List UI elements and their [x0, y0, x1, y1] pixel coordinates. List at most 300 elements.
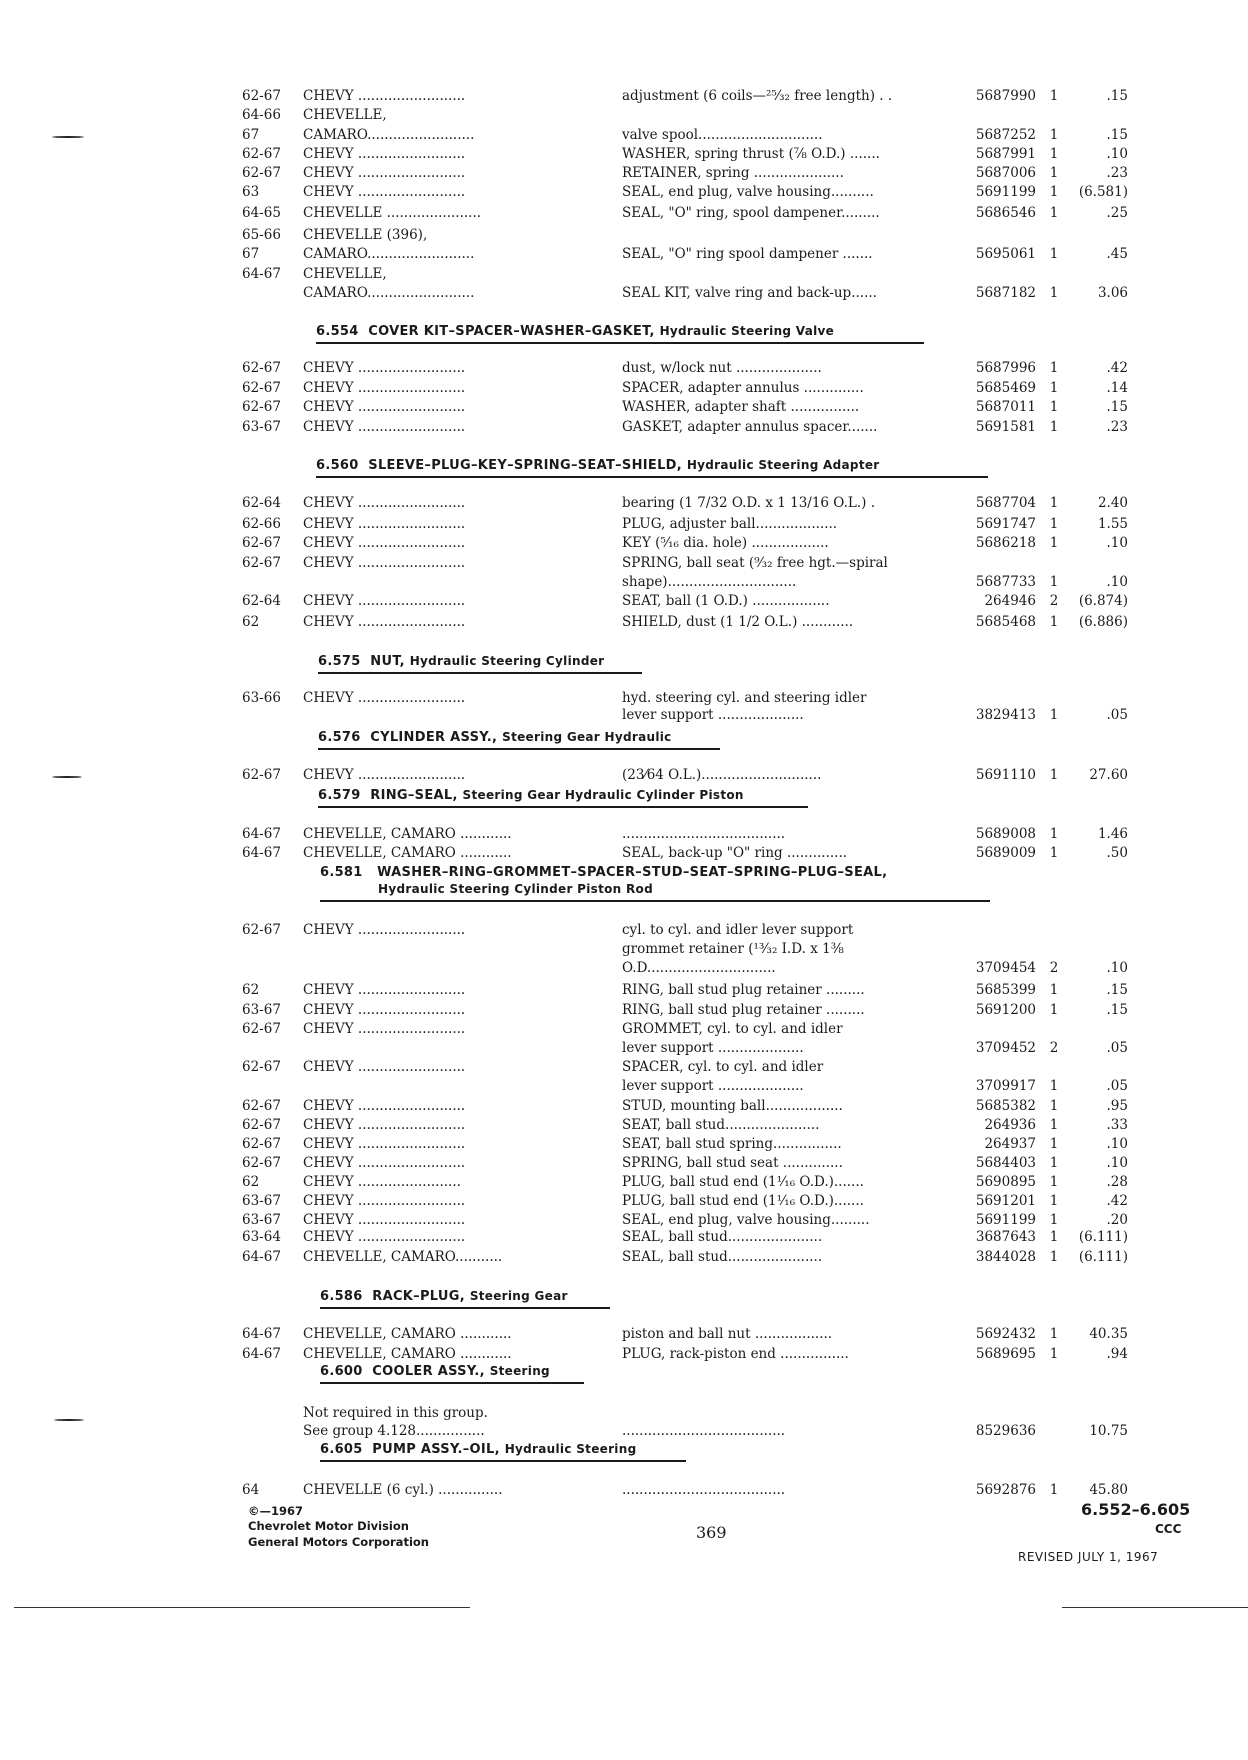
year-range: 62-67 — [242, 535, 281, 551]
bottom-rule-right — [1062, 1607, 1248, 1608]
year-range: 62-67 — [242, 1059, 281, 1075]
vehicle-model: CAMARO......................... — [303, 246, 475, 262]
price: 1.46 — [1097, 826, 1128, 842]
quantity: 2 — [1049, 960, 1059, 976]
part-number: 5689008 — [975, 826, 1036, 842]
section-subtitle: Hydraulic Steering Adapter — [686, 458, 880, 472]
page-number: 369 — [696, 1523, 727, 1542]
part-description: SEAL, "O" ring, spool dampener......... — [622, 205, 880, 221]
vehicle-model: CHEVY ......................... — [303, 165, 466, 181]
price: (6.886) — [1078, 614, 1128, 630]
year-range: 64-67 — [242, 1346, 281, 1362]
part-description: SEAL KIT, valve ring and back-up...... — [622, 285, 877, 301]
part-description: dust, w/lock nut .................... — [622, 360, 822, 376]
section-heading — [316, 458, 880, 473]
vehicle-model: CHEVY ......................... — [303, 535, 466, 551]
section-number: 6.605 — [320, 1442, 363, 1457]
quantity: 1 — [1049, 146, 1059, 162]
section-underline — [320, 1307, 610, 1309]
price: .95 — [1106, 1098, 1128, 1114]
quantity: 1 — [1049, 1002, 1059, 1018]
price: (6.874) — [1078, 593, 1128, 609]
section-underline — [320, 1382, 584, 1384]
section-title: NUT, — [370, 654, 405, 669]
vehicle-model: CHEVY ......................... — [303, 767, 466, 783]
quantity: 1 — [1049, 614, 1059, 630]
section-number: 6.554 — [316, 324, 359, 339]
vehicle-model: CHEVY ......................... — [303, 1229, 466, 1245]
section-subtitle: Hydraulic Steering Cylinder Piston Rod — [378, 882, 653, 896]
part-number: 5695061 — [975, 246, 1036, 262]
year-range: 63-67 — [242, 1193, 281, 1209]
part-description: lever support .................... — [622, 1040, 804, 1056]
part-number: 5687733 — [975, 574, 1036, 590]
section-number: 6.579 — [318, 788, 361, 803]
part-description: grommet retainer (¹³⁄₃₂ I.D. x 1⅜ — [622, 941, 844, 957]
section-number: 6.581 — [320, 865, 363, 880]
footer-copyright: ©—1967 — [248, 1504, 304, 1518]
quantity: 1 — [1049, 535, 1059, 551]
price: 2.40 — [1097, 495, 1128, 511]
section-heading — [320, 1442, 636, 1457]
year-range: 63-66 — [242, 690, 281, 706]
quantity: 1 — [1049, 516, 1059, 532]
quantity: 1 — [1049, 1117, 1059, 1133]
part-number: 5687996 — [975, 360, 1036, 376]
vehicle-model: CHEVY ......................... — [303, 690, 466, 706]
part-description: SPRING, ball seat (⁹⁄₃₂ free hgt.—spiral — [622, 555, 888, 571]
section-number: 6.600 — [320, 1364, 363, 1379]
quantity: 1 — [1049, 1193, 1059, 1209]
price: .05 — [1106, 1078, 1128, 1094]
section-subtitle: Steering Gear Hydraulic Cylinder Piston — [462, 788, 744, 802]
part-number: 5690895 — [975, 1174, 1036, 1190]
vehicle-model: CHEVY ......................... — [303, 1117, 466, 1133]
quantity: 1 — [1049, 1346, 1059, 1362]
vehicle-model: CHEVY ......................... — [303, 419, 466, 435]
vehicle-model: Not required in this group. — [303, 1405, 488, 1421]
part-description: SPACER, adapter annulus .............. — [622, 380, 864, 396]
footer-section-range: 6.552–6.605 — [1081, 1500, 1191, 1519]
part-number: 3709917 — [975, 1078, 1036, 1094]
vehicle-model: CHEVY ......................... — [303, 495, 466, 511]
part-number: 8529636 — [975, 1423, 1036, 1439]
section-number: 6.560 — [316, 458, 359, 473]
part-description: SEAL, end plug, valve housing......... — [622, 1212, 870, 1228]
price: .15 — [1106, 88, 1128, 104]
part-description: PLUG, ball stud end (1¹⁄₁₆ O.D.)....... — [622, 1193, 864, 1209]
year-range: 62-67 — [242, 399, 281, 415]
part-number: 5685399 — [975, 982, 1036, 998]
year-range: 64-67 — [242, 266, 281, 282]
vehicle-model: CHEVY ......................... — [303, 555, 466, 571]
section-title: CYLINDER ASSY., — [370, 730, 498, 745]
quantity: 1 — [1049, 419, 1059, 435]
part-description: SEAL, ball stud...................... — [622, 1249, 823, 1265]
price: 10.75 — [1089, 1423, 1128, 1439]
vehicle-model: CHEVELLE ...................... — [303, 205, 482, 221]
section-heading — [316, 324, 834, 339]
binder-mark — [54, 1419, 84, 1421]
section-heading — [318, 730, 672, 745]
year-range: 63-67 — [242, 1002, 281, 1018]
vehicle-model: CHEVELLE (6 cyl.) ............... — [303, 1482, 503, 1498]
quantity: 2 — [1049, 1040, 1059, 1056]
part-description: SPACER, cyl. to cyl. and idler — [622, 1059, 824, 1075]
year-range: 63-64 — [242, 1229, 281, 1245]
price: (6.111) — [1078, 1229, 1128, 1245]
part-number: 5691581 — [975, 419, 1036, 435]
price: .42 — [1106, 1193, 1128, 1209]
section-title: RACK–PLUG, — [372, 1289, 465, 1304]
bottom-rule-left — [14, 1607, 470, 1608]
quantity: 1 — [1049, 1229, 1059, 1245]
part-description: adjustment (6 coils—²⁵⁄₃₂ free length) . . — [622, 88, 893, 104]
year-range: 62-67 — [242, 1021, 281, 1037]
vehicle-model: CHEVY ......................... — [303, 184, 466, 200]
vehicle-model: CHEVY ......................... — [303, 922, 466, 938]
part-number: 264936 — [984, 1117, 1036, 1133]
part-number: 5689009 — [975, 845, 1036, 861]
year-range: 62-67 — [242, 767, 281, 783]
section-subtitle: Steering — [489, 1364, 550, 1378]
year-range: 62-67 — [242, 1136, 281, 1152]
price: 1.55 — [1097, 516, 1128, 532]
part-number: 5691199 — [975, 184, 1036, 200]
quantity: 1 — [1049, 1155, 1059, 1171]
part-number: 5691199 — [975, 1212, 1036, 1228]
section-subtitle: Hydraulic Steering Valve — [659, 324, 835, 338]
part-number: 5689695 — [975, 1346, 1036, 1362]
part-description: RING, ball stud plug retainer ......... — [622, 1002, 865, 1018]
quantity: 1 — [1049, 1136, 1059, 1152]
vehicle-model: CHEVY ......................... — [303, 1155, 466, 1171]
part-description: RETAINER, spring ..................... — [622, 165, 844, 181]
part-description: WASHER, adapter shaft ................ — [622, 399, 860, 415]
part-description: GROMMET, cyl. to cyl. and idler — [622, 1021, 843, 1037]
section-heading-6581 — [320, 865, 887, 880]
price: 3.06 — [1097, 285, 1128, 301]
quantity: 1 — [1049, 246, 1059, 262]
vehicle-model: CHEVELLE (396), — [303, 227, 428, 243]
vehicle-model: CAMARO......................... — [303, 285, 475, 301]
section-subtitle: Hydraulic Steering Cylinder — [409, 654, 605, 668]
footer-code: CCC — [1155, 1522, 1182, 1536]
price: .45 — [1106, 246, 1128, 262]
price: .23 — [1106, 419, 1128, 435]
quantity: 1 — [1049, 88, 1059, 104]
quantity: 1 — [1049, 184, 1059, 200]
part-description: shape).............................. — [622, 574, 797, 590]
year-range: 65-66 — [242, 227, 281, 243]
part-description: STUD, mounting ball.................. — [622, 1098, 843, 1114]
year-range: 62-67 — [242, 165, 281, 181]
section-number: 6.576 — [318, 730, 361, 745]
part-description: SEAT, ball (1 O.D.) .................. — [622, 593, 830, 609]
year-range: 62 — [242, 614, 260, 630]
vehicle-model: CHEVELLE, — [303, 107, 387, 123]
year-range: 62-64 — [242, 593, 281, 609]
section-underline — [320, 900, 990, 902]
year-range: 63-67 — [242, 1212, 281, 1228]
part-description: bearing (1 7/32 O.D. x 1 13/16 O.L.) . — [622, 495, 875, 511]
part-number: 5684403 — [975, 1155, 1036, 1171]
quantity: 1 — [1049, 205, 1059, 221]
part-description: PLUG, ball stud end (1¹⁄₁₆ O.D.)....... — [622, 1174, 864, 1190]
footer-division: Chevrolet Motor Division — [248, 1519, 409, 1533]
part-number: 5687990 — [975, 88, 1036, 104]
year-range: 64-66 — [242, 107, 281, 123]
quantity: 1 — [1049, 1482, 1059, 1498]
vehicle-model: CHEVELLE, — [303, 266, 387, 282]
part-description: lever support .................... — [622, 1078, 804, 1094]
year-range: 64-67 — [242, 826, 281, 842]
vehicle-model: CHEVY ......................... — [303, 1098, 466, 1114]
price: .23 — [1106, 165, 1128, 181]
part-number: 5687991 — [975, 146, 1036, 162]
price: 40.35 — [1089, 1326, 1128, 1342]
price: .10 — [1106, 1136, 1128, 1152]
year-range: 64-67 — [242, 1249, 281, 1265]
vehicle-model: CHEVY ......................... — [303, 88, 466, 104]
section-heading — [320, 1364, 550, 1379]
price: .28 — [1106, 1174, 1128, 1190]
part-number: 5687011 — [975, 399, 1036, 415]
section-title: PUMP ASSY.–OIL, — [372, 1442, 500, 1457]
quantity: 1 — [1049, 1249, 1059, 1265]
year-range: 62 — [242, 1174, 260, 1190]
year-range: 62-67 — [242, 360, 281, 376]
year-range: 62-67 — [242, 1117, 281, 1133]
price: 45.80 — [1089, 1482, 1128, 1498]
part-description: SEAL, back-up "O" ring .............. — [622, 845, 848, 861]
price: .10 — [1106, 1155, 1128, 1171]
price: .14 — [1106, 380, 1128, 396]
part-description: PLUG, rack-piston end ................ — [622, 1346, 849, 1362]
price: (6.111) — [1078, 1249, 1128, 1265]
quantity: 1 — [1049, 826, 1059, 842]
part-number: 3844028 — [975, 1249, 1036, 1265]
vehicle-model: CHEVY ......................... — [303, 360, 466, 376]
price: .10 — [1106, 574, 1128, 590]
quantity: 1 — [1049, 1326, 1059, 1342]
price: 27.60 — [1089, 767, 1128, 783]
year-range: 64-65 — [242, 205, 281, 221]
section-underline — [320, 1460, 686, 1462]
section-subtitle: Steering Gear Hydraulic — [502, 730, 672, 744]
price: .05 — [1106, 1040, 1128, 1056]
price: .94 — [1106, 1346, 1128, 1362]
price: .50 — [1106, 845, 1128, 861]
year-range: 62 — [242, 982, 260, 998]
vehicle-model: CHEVELLE, CAMARO ............ — [303, 1326, 512, 1342]
year-range: 67 — [242, 127, 260, 143]
part-number: 5691110 — [975, 767, 1036, 783]
section-underline — [316, 476, 988, 478]
part-description: ...................................... — [622, 1423, 786, 1439]
vehicle-model: CHEVELLE, CAMARO........... — [303, 1249, 503, 1265]
section-title: SLEEVE–PLUG–KEY–SPRING–SEAT–SHIELD, — [368, 458, 682, 473]
section-title: COVER KIT–SPACER–WASHER–GASKET, — [368, 324, 655, 339]
vehicle-model: CHEVY ......................... — [303, 1212, 466, 1228]
part-description: SEAL, ball stud...................... — [622, 1229, 823, 1245]
vehicle-model: CHEVY ........................ — [303, 1174, 461, 1190]
part-description: SEAT, ball stud...................... — [622, 1117, 820, 1133]
section-underline — [318, 672, 642, 674]
vehicle-model: CAMARO......................... — [303, 127, 475, 143]
part-number: 5686218 — [975, 535, 1036, 551]
quantity: 1 — [1049, 1078, 1059, 1094]
part-description: SEAL, end plug, valve housing.......... — [622, 184, 874, 200]
year-range: 64 — [242, 1482, 260, 1498]
year-range: 62-67 — [242, 1155, 281, 1171]
part-number: 5685382 — [975, 1098, 1036, 1114]
part-description: ...................................... — [622, 1482, 786, 1498]
price: .10 — [1106, 535, 1128, 551]
quantity: 1 — [1049, 165, 1059, 181]
price: .42 — [1106, 360, 1128, 376]
part-number: 264937 — [984, 1136, 1036, 1152]
part-number: 5686546 — [975, 205, 1036, 221]
section-heading — [320, 1289, 568, 1304]
price: .15 — [1106, 127, 1128, 143]
price: .25 — [1106, 205, 1128, 221]
vehicle-model: CHEVY ......................... — [303, 982, 466, 998]
part-number: 3687643 — [975, 1229, 1036, 1245]
year-range: 67 — [242, 246, 260, 262]
part-number: 5692432 — [975, 1326, 1036, 1342]
vehicle-model: CHEVY ......................... — [303, 380, 466, 396]
part-number: 5691747 — [975, 516, 1036, 532]
price: .10 — [1106, 146, 1128, 162]
year-range: 63 — [242, 184, 260, 200]
price: (6.581) — [1078, 184, 1128, 200]
quantity: 1 — [1049, 707, 1059, 723]
quantity: 1 — [1049, 399, 1059, 415]
vehicle-model: CHEVY ......................... — [303, 146, 466, 162]
year-range: 62-67 — [242, 922, 281, 938]
section-underline — [316, 342, 924, 344]
part-description: (23⁄64 O.L.)............................ — [622, 767, 822, 783]
price: .15 — [1106, 982, 1128, 998]
part-number: 5687704 — [975, 495, 1036, 511]
section-subtitle: Hydraulic Steering — [504, 1442, 637, 1456]
quantity: 1 — [1049, 845, 1059, 861]
year-range: 64-67 — [242, 845, 281, 861]
part-number: 5685469 — [975, 380, 1036, 396]
part-number: 3709452 — [975, 1040, 1036, 1056]
quantity: 1 — [1049, 767, 1059, 783]
part-description: SEAT, ball stud spring................ — [622, 1136, 842, 1152]
quantity: 2 — [1049, 593, 1059, 609]
quantity: 1 — [1049, 127, 1059, 143]
binder-mark — [52, 136, 84, 138]
part-description: GASKET, adapter annulus spacer....... — [622, 419, 878, 435]
vehicle-model: CHEVY ......................... — [303, 399, 466, 415]
quantity: 1 — [1049, 574, 1059, 590]
year-range: 63-67 — [242, 419, 281, 435]
quantity: 1 — [1049, 360, 1059, 376]
section-subtitle: Steering Gear — [469, 1289, 568, 1303]
part-number: 264946 — [984, 593, 1036, 609]
quantity: 1 — [1049, 1212, 1059, 1228]
vehicle-model: CHEVELLE, CAMARO ............ — [303, 826, 512, 842]
part-description: RING, ball stud plug retainer ......... — [622, 982, 865, 998]
year-range: 62-67 — [242, 88, 281, 104]
vehicle-model: CHEVY ......................... — [303, 614, 466, 630]
part-number: 5685468 — [975, 614, 1036, 630]
vehicle-model: See group 4.128................ — [303, 1423, 485, 1439]
part-number: 5687006 — [975, 165, 1036, 181]
part-description: PLUG, adjuster ball................... — [622, 516, 838, 532]
vehicle-model: CHEVY ......................... — [303, 1193, 466, 1209]
part-number: 3709454 — [975, 960, 1036, 976]
quantity: 1 — [1049, 982, 1059, 998]
footer-corporation: General Motors Corporation — [248, 1535, 429, 1549]
section-underline — [318, 806, 808, 808]
price: .15 — [1106, 1002, 1128, 1018]
part-description: valve spool............................. — [622, 127, 823, 143]
year-range: 64-67 — [242, 1326, 281, 1342]
binder-mark — [52, 776, 82, 778]
part-description: KEY (⁵⁄₁₆ dia. hole) .................. — [622, 535, 829, 551]
part-description: SPRING, ball stud seat .............. — [622, 1155, 843, 1171]
quantity: 1 — [1049, 285, 1059, 301]
section-title: COOLER ASSY., — [372, 1364, 485, 1379]
part-number: 5692876 — [975, 1482, 1036, 1498]
section-title: RING–SEAL, — [370, 788, 458, 803]
year-range: 62-67 — [242, 555, 281, 571]
section-number: 6.586 — [320, 1289, 363, 1304]
quantity: 1 — [1049, 495, 1059, 511]
part-description: ...................................... — [622, 826, 786, 842]
quantity: 1 — [1049, 1174, 1059, 1190]
vehicle-model: CHEVY ......................... — [303, 516, 466, 532]
price: .15 — [1106, 399, 1128, 415]
year-range: 62-67 — [242, 1098, 281, 1114]
part-number: 5691200 — [975, 1002, 1036, 1018]
footer-revised-date: REVISED JULY 1, 1967 — [1018, 1550, 1159, 1564]
vehicle-model: CHEVY ......................... — [303, 1059, 466, 1075]
part-description: O.D.............................. — [622, 960, 776, 976]
year-range: 62-66 — [242, 516, 281, 532]
vehicle-model: CHEVY ......................... — [303, 1002, 466, 1018]
part-description: SEAL, "O" ring spool dampener ....... — [622, 246, 873, 262]
price: .05 — [1106, 707, 1128, 723]
section-number: 6.575 — [318, 654, 361, 669]
section-underline — [318, 748, 720, 750]
part-number: 3829413 — [975, 707, 1036, 723]
quantity: 1 — [1049, 380, 1059, 396]
year-range: 62-64 — [242, 495, 281, 511]
part-description: piston and ball nut .................. — [622, 1326, 833, 1342]
vehicle-model: CHEVELLE, CAMARO ............ — [303, 845, 512, 861]
section-heading — [318, 654, 604, 669]
part-description: cyl. to cyl. and idler lever support — [622, 922, 854, 938]
price: .20 — [1106, 1212, 1128, 1228]
quantity: 1 — [1049, 1098, 1059, 1114]
part-description: WASHER, spring thrust (⅞ O.D.) ....... — [622, 146, 880, 162]
vehicle-model: CHEVY ......................... — [303, 1136, 466, 1152]
vehicle-model: CHEVY ......................... — [303, 593, 466, 609]
part-number: 5687252 — [975, 127, 1036, 143]
part-description: hyd. steering cyl. and steering idler — [622, 690, 867, 706]
part-description: SHIELD, dust (1 1/2 O.L.) ............ — [622, 614, 854, 630]
section-heading-6581-line2 — [378, 882, 653, 897]
year-range: 62-67 — [242, 380, 281, 396]
part-number: 5691201 — [975, 1193, 1036, 1209]
part-number: 5687182 — [975, 285, 1036, 301]
